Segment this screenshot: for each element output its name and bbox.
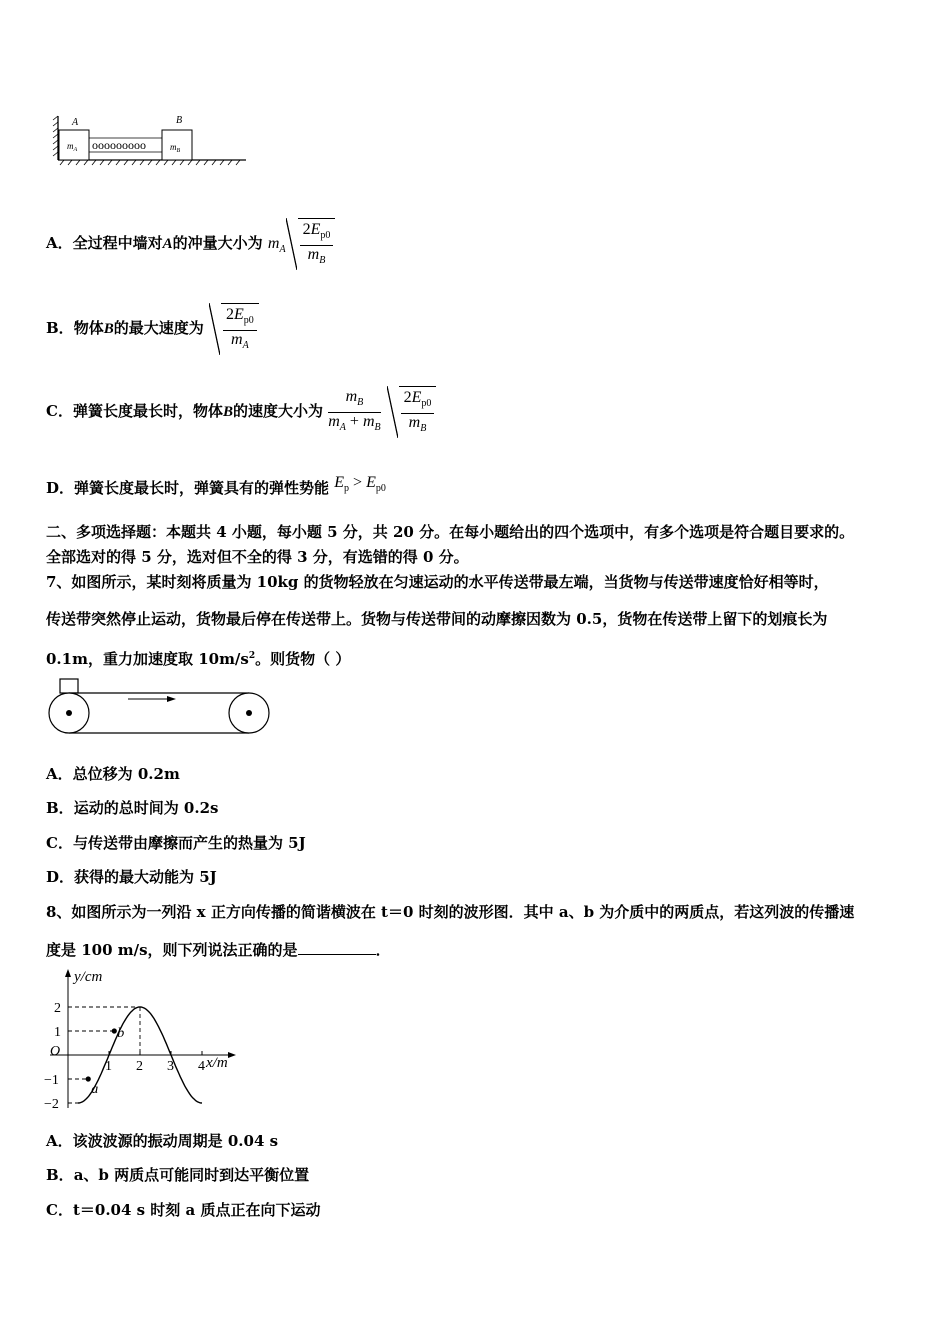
q7-option-b: B．运动的总时间为 0.2s — [46, 799, 219, 817]
origin-label: O — [50, 1044, 61, 1059]
section2-line2: 全部选对的得 5 分，选对但不全的得 3 分，有选错的得 0 分。 — [46, 548, 469, 566]
y-tick-label: 1 — [54, 1025, 61, 1040]
mass-a-label: $m_A$ — [67, 141, 78, 153]
q6-option-c: C．弹簧长度最长时，物体B的速度大小为 $\frac{m_B}{m_A + m_B}$ $\frac{2E_{p0}}{m_B}$ — [46, 386, 436, 438]
point-a-label: a — [91, 1082, 99, 1097]
cargo-box — [60, 679, 78, 693]
point-b — [112, 1028, 117, 1033]
q6-option-a: A．全过程中墙对A的冲量大小为 $m_A$ $\frac{2E_{p0}}{m_B}$ — [46, 218, 335, 270]
q7-option-c: C．与传送带由摩擦而产生的热量为 5J — [46, 834, 306, 852]
spring-coils: ooooooooo — [92, 138, 146, 152]
conveyor-belt-figure — [44, 676, 274, 740]
section2-line1: 二、多项选择题：本题共 4 小题，每小题 5 分，共 20 分。在每小题给出的四个选项中，有多个选项是符合题目要求的。 — [46, 523, 855, 541]
q8-option-b: B．a、b 两质点可能同时到达平衡位置 — [46, 1166, 310, 1184]
x-tick-label: 2 — [136, 1059, 143, 1074]
point-b-label: b — [117, 1026, 125, 1041]
formula-d: $E_p > E_{p0}$ — [334, 474, 386, 495]
q7-stem-line2: 传送带突然停止运动，货物最后停在传送带上。货物与传送带间的动摩擦因数为 0.5，货物在传送带上留下的划痕长为 — [46, 610, 828, 628]
y-axis-label: y/cm — [74, 969, 103, 985]
x-tick-label: 1 — [105, 1059, 112, 1074]
x-tick-label: 3 — [167, 1059, 174, 1074]
q7-option-a: A．总位移为 0.2m — [46, 765, 180, 783]
q8-option-c: C．t＝0.04 s 时刻 a 质点正在向下运动 — [46, 1201, 321, 1219]
q7-stem-line1: 7、如图所示，某时刻将质量为 10kg 的货物轻放在匀速运动的水平传送带最左端，当货物与传送带速度恰好相等时， — [46, 573, 829, 591]
q8-stem-line2: 度是 100 m/s，则下列说法正确的是 ． — [46, 941, 391, 959]
formula-c: $\frac{m_B}{m_A + m_B}$ $\frac{2E_{p0}}{m_B}$ — [328, 386, 436, 438]
mass-b-label: $m_B$ — [170, 142, 181, 154]
formula-b: $\frac{2E_{p0}}{m_A}$ — [209, 303, 259, 355]
label-a: A — [72, 117, 79, 128]
wave-graph — [40, 966, 250, 1112]
label-b: B — [176, 115, 183, 126]
y-tick-label: −2 — [44, 1097, 59, 1112]
block-a — [59, 130, 89, 160]
q7-stem-line3: 0.1m，重力加速度取 $10m/s^2$。则货物（ ） — [46, 650, 351, 668]
q6-option-d: D．弹簧长度最长时，弹簧具有的弹性势能 $E_p > E_{p0}$ — [46, 474, 386, 497]
answer-blank[interactable] — [298, 939, 376, 955]
y-tick-label: 2 — [54, 1001, 61, 1016]
q8-stem-line1: 8、如图所示为一列沿 x 正方向传播的简谐横波在 t＝0 时刻的波形图．其中 a、b 为介质中的两质点，若这列波的传播速 — [46, 903, 855, 921]
q8-option-a: A．该波波源的振动周期是 0.04 s — [46, 1132, 279, 1150]
q6-option-b: B．物体B的最大速度为 $\frac{2E_{p0}}{m_A}$ — [46, 303, 259, 355]
q7-option-d: D．获得的最大动能为 5J — [46, 868, 217, 886]
y-tick-label: −1 — [44, 1073, 59, 1088]
point-a — [86, 1076, 91, 1081]
spring-block-figure — [50, 112, 250, 172]
formula-a: $m_A$ $\frac{2E_{p0}}{m_B}$ — [268, 218, 335, 270]
x-tick-label: 4 — [198, 1059, 205, 1074]
block-b — [162, 130, 192, 160]
x-axis-label: x/m — [206, 1055, 228, 1071]
